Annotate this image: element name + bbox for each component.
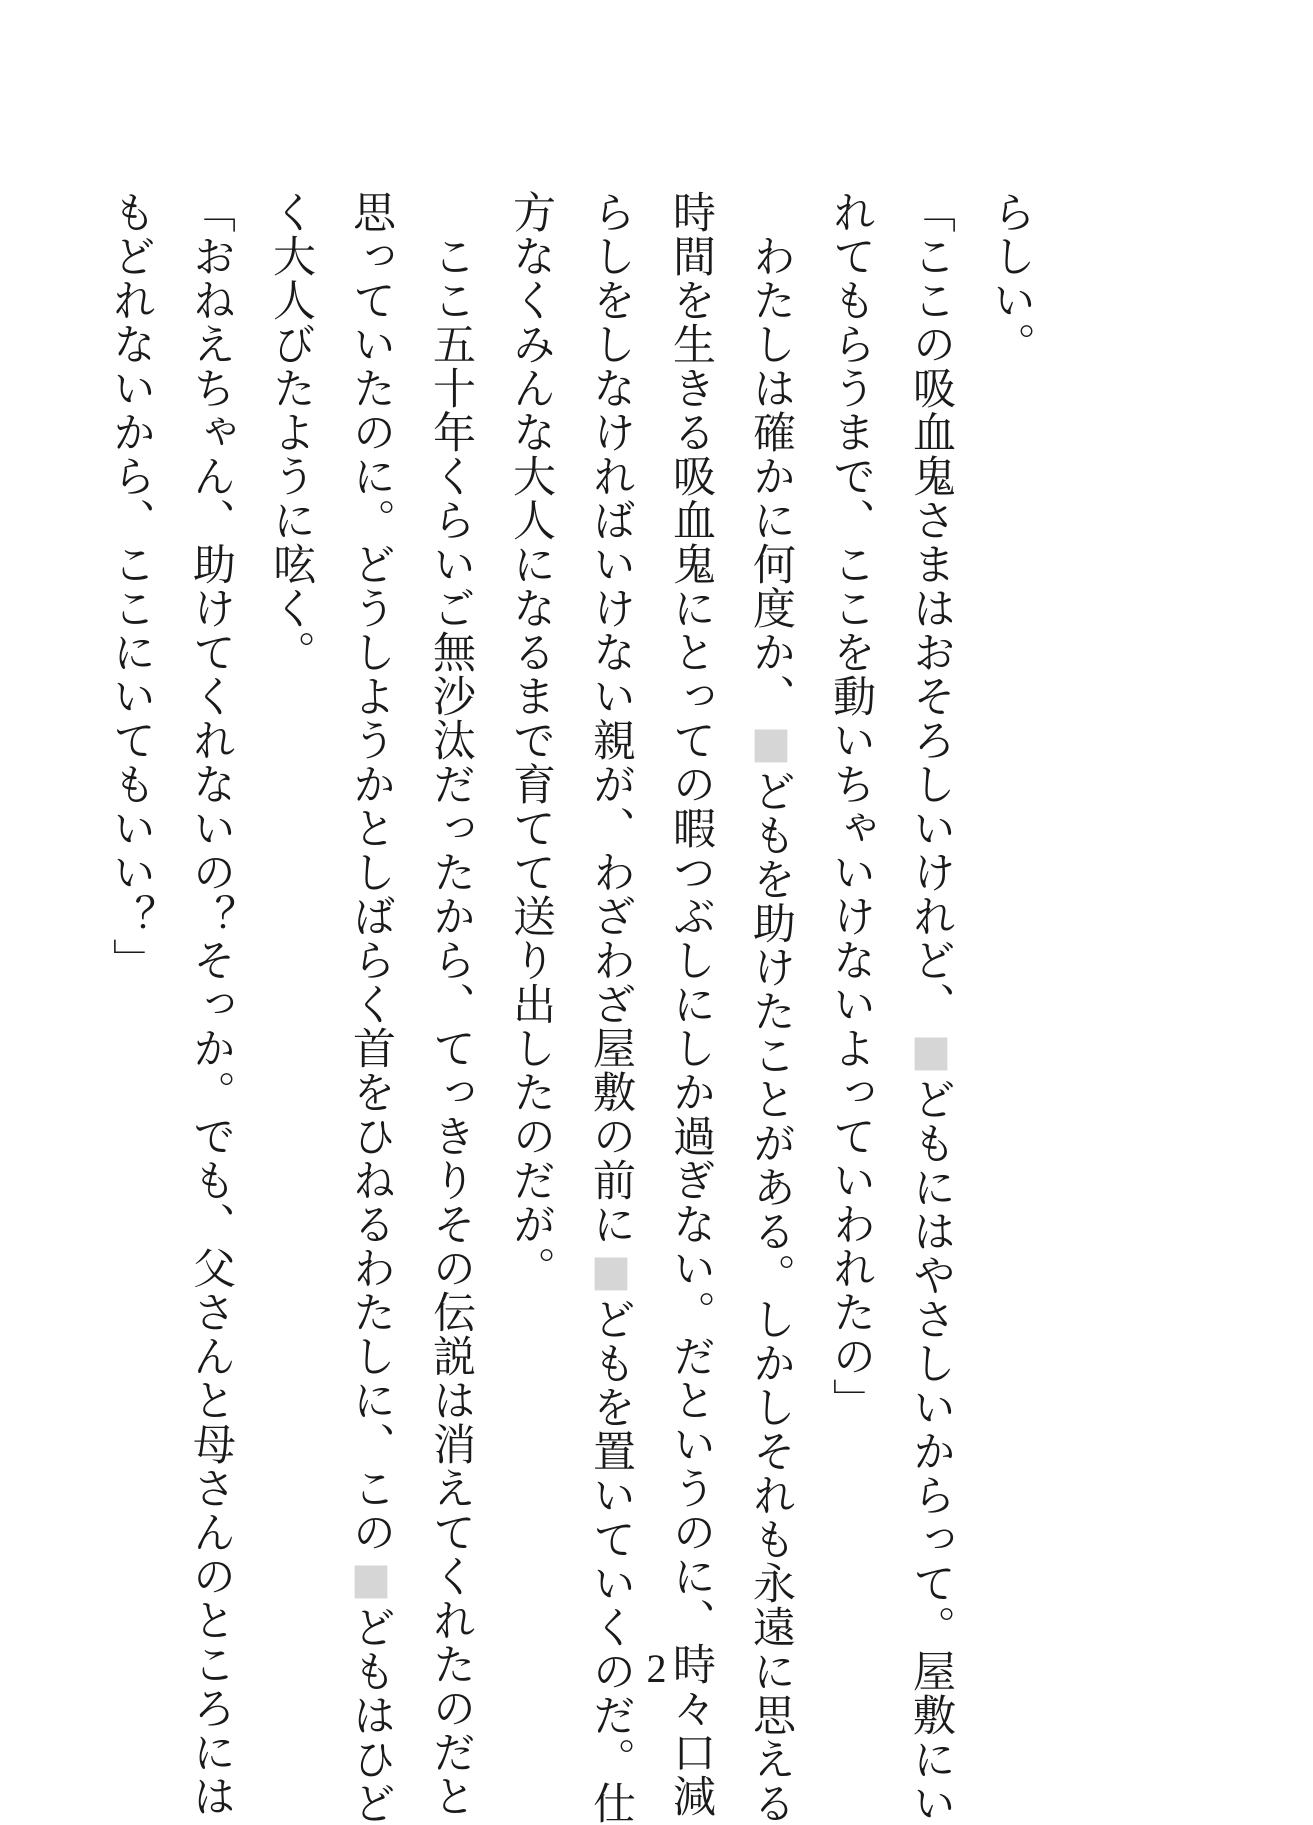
censored-word: ■	[906, 1026, 956, 1077]
text-line: ここ五十年くらいご無沙汰だったから、てっきりその伝説は消えてくれたのだと	[426, 190, 476, 1818]
text-line: 「ここの吸血鬼さまはおそろしいけれど、■どもにはやさしいからって。屋敷にい	[906, 190, 956, 1825]
text-line: わたしは確かに何度か、■どもを助けたことがある。しかしそれも永遠に思える	[746, 190, 796, 1825]
censored-word: ■	[346, 1554, 396, 1605]
text-line: 時間を生きる吸血鬼にとっての暇つぶしにしか過ぎない。だというのに、時々口減	[666, 190, 716, 1818]
text-line: らしい。	[986, 190, 1036, 366]
page-number: 2	[646, 1646, 667, 1691]
text-line: れてもらうまで、ここを動いちゃいけないよっていわれたの」	[826, 190, 876, 1422]
text-line: もどれないから、ここにいてもいい？」	[106, 190, 156, 982]
vertical-text-body	[91, 190, 1051, 1825]
censored-word: ■	[746, 718, 796, 769]
text-line: 方なくみんな大人になるまで育てて送り出したのだが。	[506, 190, 556, 1290]
text-line: らしをしなければいけない親が、わざわざ屋敷の前に■どもを置いていくのだ。仕	[586, 190, 636, 1825]
text-line: く大人びたように呟く。	[266, 190, 316, 674]
text-line: 思っていたのに。どうしようかとしばらく首をひねるわたしに、この■どもはひど	[346, 190, 396, 1825]
text-line: 「おねえちゃん、助けてくれないの？そっか。でも、父さんと母さんのところには	[186, 190, 236, 1818]
censored-word: ■	[586, 1246, 636, 1297]
